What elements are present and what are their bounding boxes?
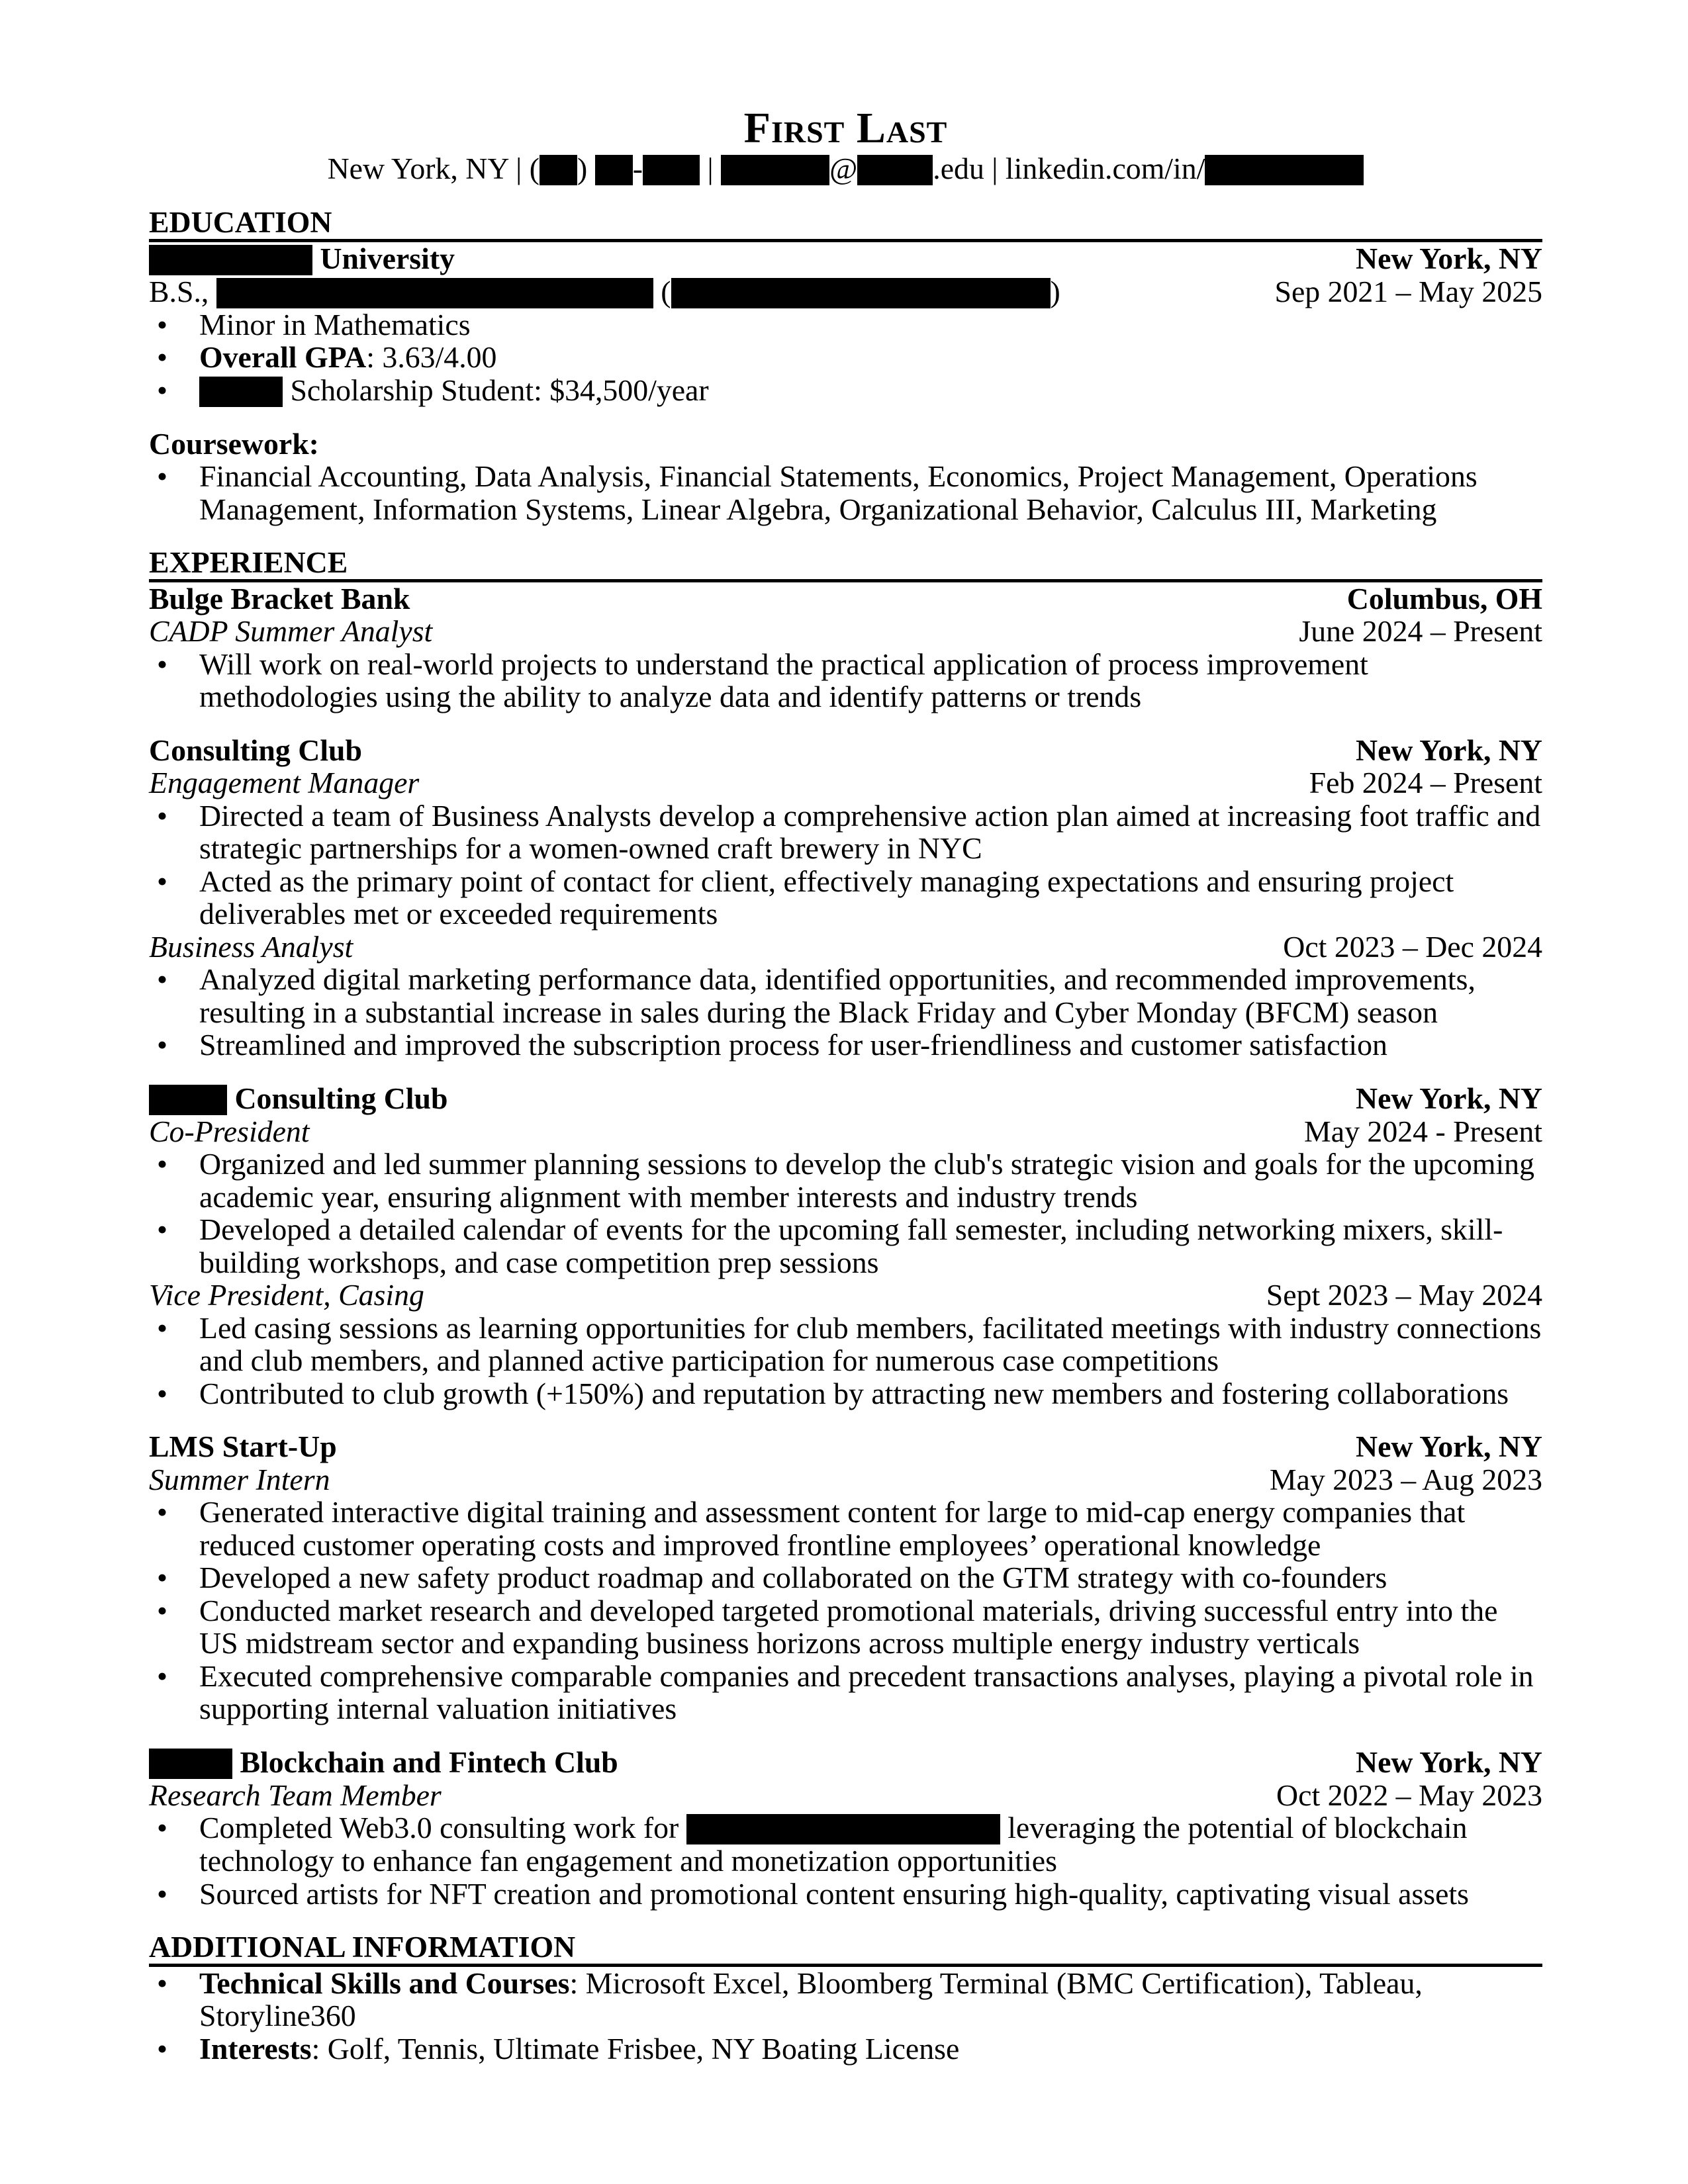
school-row [149, 242, 1542, 275]
role-bullets [149, 1312, 1542, 1410]
bullet-item [149, 374, 1542, 407]
school-name: University [320, 241, 455, 275]
role-title: Co-President [149, 1114, 310, 1148]
role-row [149, 1115, 1542, 1148]
redacted-email-user [721, 155, 829, 185]
bullet-label: Overall GPA [199, 340, 367, 374]
role-title: Research Team Member [149, 1778, 442, 1812]
bullet-icon: • [157, 1659, 168, 1693]
bullet-item [149, 1312, 1542, 1377]
coursework-item [149, 460, 1542, 525]
role-title: Vice President, Casing [149, 1278, 424, 1312]
bullet-item [149, 1594, 1542, 1660]
role-row [149, 766, 1542, 799]
experience-entry [149, 1082, 1542, 1410]
bullet-item [149, 341, 1542, 374]
experience-entry [149, 1430, 1542, 1725]
coursework-list [149, 460, 1542, 525]
org-name-wrap [149, 734, 362, 767]
bullet-icon: • [157, 1310, 168, 1345]
role-bullets [149, 963, 1542, 1062]
experience-entry [149, 734, 1542, 1062]
role-title: Business Analyst [149, 929, 353, 964]
role-row [149, 931, 1542, 964]
bullet-item [149, 648, 1542, 713]
bullet-item [149, 963, 1542, 1028]
degree-row [149, 275, 1542, 308]
org-location: Columbus, OH [1346, 581, 1542, 615]
school-location: New York, NY [1356, 241, 1542, 275]
org-row [149, 582, 1542, 615]
role-bullets [149, 1811, 1542, 1910]
role-bullets [149, 1148, 1542, 1279]
role-title: CADP Summer Analyst [149, 614, 433, 648]
redacted-phone-prefix [595, 155, 633, 185]
redacted-org-prefix [149, 1749, 232, 1779]
bullet-item [149, 1811, 1542, 1878]
bullet-label: Technical Skills and Courses [199, 1966, 570, 2000]
org-name-wrap [149, 1082, 447, 1115]
bullet-icon: • [157, 1811, 168, 1844]
redacted-phone-line [643, 155, 700, 185]
bullet-item [149, 799, 1542, 865]
bullet-item [149, 1561, 1542, 1594]
role-title: Summer Intern [149, 1462, 330, 1496]
bullet-text: Organized and led summer planning sessions to develop the club's strategic vision and goals for the upcoming academic year, ensuring alignment with member interests and industry trends [199, 1147, 1534, 1214]
bullet-icon: • [157, 1876, 168, 1911]
bullet-text: Developed a detailed calendar of events for the upcoming fall semester, including networking mixers, skill-building workshops, and case competition prep sessions [199, 1212, 1503, 1279]
redacted-school-college [671, 278, 1051, 308]
contact-linkedin: .edu | linkedin.com/in/ [933, 152, 1205, 185]
bullet-text: Executed comprehensive comparable companies and precedent transactions analyses, playing a pivotal role in supporting internal valuation initiatives [199, 1659, 1534, 1725]
role-dates: Sept 2023 – May 2024 [1266, 1278, 1542, 1312]
bullet-text: Developed a new safety product roadmap and collaborated on the GTM strategy with co-founders [199, 1561, 1387, 1594]
org-name-wrap [149, 1746, 618, 1779]
bullet-icon: • [157, 1561, 168, 1594]
education-dates: Sep 2021 – May 2025 [1274, 274, 1542, 308]
coursework-label: Coursework: [149, 426, 319, 461]
coursework-text: Financial Accounting, Data Analysis, Financial Statements, Economics, Project Management, Operations Management, Information Systems, Linear Algebra, Organizational Behavior, Calculus III, Marketing [199, 459, 1477, 526]
bullet-icon: • [157, 373, 168, 407]
bullet-text: Directed a team of Business Analysts develop a comprehensive action plan aimed at increasing foot traffic and strategic partnerships for a women-owned craft brewery in NYC [199, 798, 1541, 865]
role-bullets [149, 648, 1542, 713]
bullet-text: Sourced artists for NFT creation and promotional content ensuring high-quality, captivating visual assets [199, 1876, 1469, 1911]
bullet-text: Streamlined and improved the subscription process for user-friendliness and customer satisfaction [199, 1028, 1387, 1062]
bullet-text: Contributed to club growth (+150%) and reputation by attracting new members and fostering collaborations [199, 1376, 1509, 1410]
additional-heading: ADDITIONAL INFORMATION [149, 1930, 576, 1964]
education-bullets [149, 308, 1542, 407]
role-dates: May 2023 – Aug 2023 [1269, 1462, 1542, 1496]
experience-entry [149, 1746, 1542, 1911]
contact-location: New York, NY | ( [327, 152, 540, 185]
bullet-text: : Microsoft Excel, Bloomberg Terminal (BMC Certification), Tableau, Storyline360 [199, 1966, 1423, 2032]
org-location: New York, NY [1356, 1745, 1542, 1779]
candidate-name: First Last [743, 104, 948, 152]
bullet-icon: • [157, 962, 168, 996]
bullet-text: Acted as the primary point of contact for client, effectively managing expectations and ensuring project deliverables met or exceeded requirements [199, 864, 1454, 931]
org-name-wrap [149, 1430, 337, 1463]
bullet-item [149, 1148, 1542, 1213]
bullet-icon: • [157, 1495, 168, 1529]
org-row [149, 1082, 1542, 1115]
bullet-icon: • [157, 307, 168, 341]
bullet-item [149, 1967, 1542, 2032]
bullet-icon: • [157, 1966, 168, 2000]
experience-heading: EXPERIENCE [149, 545, 348, 579]
bullet-item [149, 1878, 1542, 1911]
bullet-item [149, 1213, 1542, 1279]
org-name: Consulting Club [149, 733, 362, 767]
bullet-icon: • [157, 1028, 168, 1062]
role-bullets [149, 799, 1542, 931]
additional-bullets [149, 1967, 1542, 2066]
contact-separator: | [700, 152, 722, 185]
role-dates: Oct 2022 – May 2023 [1276, 1778, 1542, 1812]
redacted-client [686, 1814, 1000, 1844]
contact-dash: - [632, 152, 643, 185]
org-name: LMS Start-Up [149, 1430, 337, 1463]
redacted-school-name [149, 245, 312, 275]
bullet-text: Scholarship Student: $34,500/year [283, 373, 709, 407]
role-dates: Feb 2024 – Present [1309, 766, 1542, 799]
bullet-icon: • [157, 1147, 168, 1181]
experience-entry [149, 582, 1542, 713]
bullet-icon: • [157, 647, 168, 681]
role-row [149, 1779, 1542, 1812]
org-row [149, 734, 1542, 767]
degree-paren-close: ) [1050, 274, 1060, 308]
org-location: New York, NY [1356, 1081, 1542, 1115]
role-dates: May 2024 - Present [1304, 1114, 1542, 1148]
bullet-text: : Golf, Tennis, Ultimate Frisbee, NY Boating License [311, 2031, 960, 2066]
bullet-label: Interests [199, 2031, 312, 2066]
redacted-email-domain [857, 155, 933, 185]
bullet-item [149, 1496, 1542, 1561]
role-title: Engagement Manager [149, 766, 420, 799]
bullet-item [149, 1377, 1542, 1410]
role-dates: Oct 2023 – Dec 2024 [1283, 929, 1542, 964]
education-heading: EDUCATION [149, 205, 332, 239]
bullet-item [149, 865, 1542, 931]
contact-paren: ) [577, 152, 588, 185]
bullet-item [149, 308, 1542, 341]
role-row [149, 1463, 1542, 1496]
contact-line [149, 152, 1542, 185]
bullet-icon: • [157, 459, 168, 493]
bullet-text: Analyzed digital marketing performance data, identified opportunities, and recommended improvements, resulting in a substantial increase in sales during the Black Friday and Cyber Monday (BFCM) season [199, 962, 1476, 1029]
bullet-icon: • [157, 1376, 168, 1410]
bullet-text: leveraging the potential of blockchain technology to enhance fan engagement and monetization opportunities [199, 1811, 1468, 1878]
redacted-text [199, 377, 283, 407]
degree-paren-open: ( [653, 274, 671, 308]
redacted-org-prefix [149, 1085, 227, 1115]
role-row [149, 615, 1542, 648]
org-row [149, 1746, 1542, 1779]
bullet-icon: • [157, 340, 168, 374]
bullet-item [149, 1660, 1542, 1725]
redacted-linkedin-handle [1205, 155, 1364, 185]
org-row [149, 1430, 1542, 1463]
redacted-major [216, 278, 653, 308]
degree-prefix: B.S., [149, 274, 209, 308]
org-location: New York, NY [1356, 1430, 1542, 1463]
redacted-area-code [539, 155, 577, 185]
org-name: Consulting Club [227, 1081, 448, 1115]
bullet-text: Led casing sessions as learning opportunities for club members, facilitated meetings with industry connections and club members, and planned active participation for numerous case competitions [199, 1310, 1542, 1377]
bullet-text: Minor in Mathematics [199, 307, 471, 341]
bullet-text: Completed Web3.0 consulting work for [199, 1811, 686, 1844]
org-name: Blockchain and Fintech Club [232, 1745, 618, 1779]
org-name-wrap [149, 582, 410, 615]
contact-at: @ [829, 152, 858, 185]
bullet-icon: • [157, 864, 168, 898]
bullet-icon: • [157, 798, 168, 833]
bullet-item [149, 1028, 1542, 1062]
bullet-icon: • [157, 1212, 168, 1246]
role-dates: June 2024 – Present [1299, 614, 1542, 648]
bullet-icon: • [157, 1593, 168, 1627]
bullet-text: Conducted market research and developed targeted promotional materials, driving successful entry into the US midstream sector and expanding business horizons across multiple energy industry verticals [199, 1593, 1498, 1660]
org-location: New York, NY [1356, 733, 1542, 767]
bullet-text: Generated interactive digital training and assessment content for large to mid-cap energy companies that reduced customer operating costs and improved frontline employees’ operational knowledge [199, 1495, 1466, 1562]
org-name: Bulge Bracket Bank [149, 581, 410, 615]
bullet-item [149, 2032, 1542, 2066]
resume-page [149, 105, 1542, 2065]
role-row [149, 1279, 1542, 1312]
experience-list [149, 582, 1542, 1911]
role-bullets [149, 1496, 1542, 1725]
bullet-text: Will work on real-world projects to understand the practical application of process improvement methodologies using the ability to analyze data and identify patterns or trends [199, 647, 1368, 713]
bullet-icon: • [157, 2031, 168, 2066]
bullet-text: : 3.63/4.00 [366, 340, 497, 374]
